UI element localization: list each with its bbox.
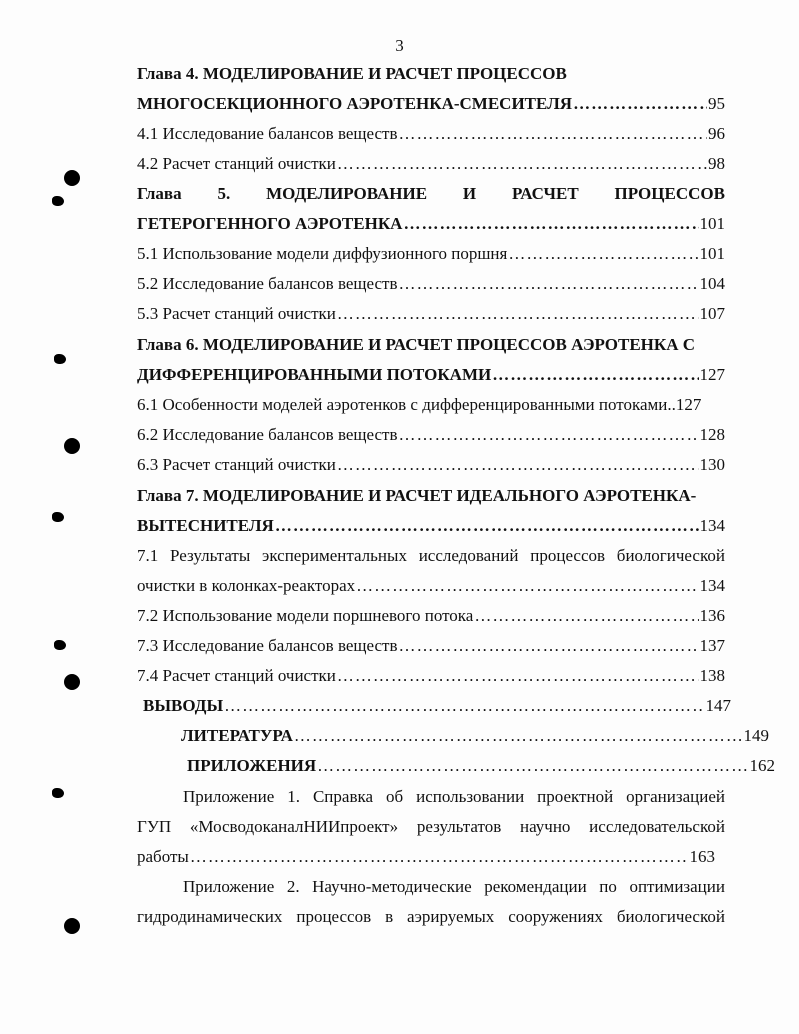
toc-entry[interactable] <box>137 123 725 145</box>
word: рекомендации <box>484 877 587 896</box>
scan-blot <box>54 640 66 650</box>
word: Глава <box>137 184 182 203</box>
leader-dots <box>399 424 699 446</box>
leader-dots <box>399 635 699 657</box>
chapter4-heading: Глава 4. МОДЕЛИРОВАНИЕ И РАСЧЕТ ПРОЦЕССОВ <box>137 64 567 83</box>
leader-dots <box>294 725 743 747</box>
word: биологической <box>616 546 725 565</box>
toc-page: 95 <box>708 94 725 113</box>
toc-page: 162 <box>749 756 775 775</box>
word: аэрируемых <box>407 907 495 926</box>
leader-dots <box>356 575 698 597</box>
toc-entry-appendices[interactable] <box>137 755 775 777</box>
toc-title: ГЕТЕРОГЕННОГО АЭРОТЕНКА <box>137 214 403 233</box>
toc-title: 4.2 Расчет станций очистки <box>137 154 336 173</box>
word: об <box>386 787 404 806</box>
toc-entry[interactable] <box>137 424 725 446</box>
chapter6-entry[interactable] <box>137 364 725 386</box>
word: Приложение <box>183 787 275 806</box>
appendix1-line1[interactable] <box>137 786 725 808</box>
word: Справка <box>312 787 374 806</box>
toc-entry-literature[interactable] <box>137 725 769 747</box>
word: И <box>462 184 477 203</box>
word: ПРОЦЕССОВ <box>614 184 725 203</box>
binder-hole <box>64 674 80 690</box>
scan-blot <box>54 354 66 364</box>
toc-page: 136 <box>699 606 725 625</box>
leader-dots <box>399 273 699 295</box>
toc-entry[interactable] <box>137 454 725 476</box>
toc-title: 6.2 Исследование балансов веществ <box>137 425 398 444</box>
word: организацией <box>626 787 725 806</box>
leader-dots <box>337 153 707 175</box>
leader-dots <box>508 243 698 265</box>
chapter6-heading: Глава 6. МОДЕЛИРОВАНИЕ И РАСЧЕТ ПРОЦЕССОВ АЭРОТЕНКА С <box>137 335 696 354</box>
toc-title: ДИФФЕРЕНЦИРОВАННЫМИ ПОТОКАМИ <box>137 365 492 384</box>
toc-page: 127 <box>699 365 725 384</box>
chapter5-heading <box>137 183 725 205</box>
leader-dots <box>337 665 699 687</box>
toc-page: 138 <box>699 666 725 685</box>
scan-blot <box>52 512 64 522</box>
appendix1-line3[interactable] <box>137 846 715 868</box>
word: «МосводоканалНИИпроект» <box>189 817 399 836</box>
toc-entry-7-1-line2[interactable] <box>137 575 725 597</box>
binder-hole <box>64 918 80 934</box>
toc-page: 128 <box>699 425 725 444</box>
toc-page: 98 <box>708 154 725 173</box>
binder-hole <box>64 438 80 454</box>
word: в <box>385 907 394 926</box>
word: Результаты <box>170 546 251 565</box>
toc-page: 104 <box>699 274 725 293</box>
word: Научно-методические <box>312 877 472 896</box>
toc-title: 7.4 Расчет станций очистки <box>137 666 336 685</box>
toc-page: 101 <box>699 214 725 233</box>
toc-page: 107 <box>699 304 725 323</box>
word: оптимизации <box>629 877 725 896</box>
toc-entry[interactable] <box>137 635 725 657</box>
appendix1-line2[interactable] <box>137 816 725 838</box>
toc-title: 4.1 Исследование балансов веществ <box>137 124 398 143</box>
word: 2. <box>286 877 300 896</box>
toc-title: 5.2 Исследование балансов веществ <box>137 274 398 293</box>
leader-dots <box>573 93 707 115</box>
toc-entry[interactable] <box>137 273 725 295</box>
page-number: 3 <box>395 36 404 55</box>
toc-title: 6.3 Расчет станций очистки <box>137 455 336 474</box>
toc-page: 163 <box>689 847 715 866</box>
leader-dots <box>399 123 708 145</box>
toc-page: 149 <box>743 726 769 745</box>
word: РАСЧЕТ <box>512 184 579 203</box>
word: исследовательской <box>589 817 725 836</box>
toc-page: 134 <box>699 576 725 595</box>
leader-dots <box>224 695 704 717</box>
word: 5. <box>217 184 231 203</box>
toc-page: 101 <box>699 244 725 263</box>
scan-blot <box>52 788 64 798</box>
leader-dots <box>403 213 698 235</box>
word: сооружениях <box>508 907 603 926</box>
toc-entry[interactable] <box>137 153 725 175</box>
leader-dots <box>275 515 699 537</box>
word: 7.1 <box>137 546 159 565</box>
appendix2-line1[interactable] <box>137 876 725 898</box>
word: процессов <box>530 546 606 565</box>
word: экспериментальных <box>262 546 407 565</box>
leader-dots <box>492 364 698 386</box>
toc-page: 96 <box>708 124 725 143</box>
toc-title: 5.3 Расчет станций очистки <box>137 304 336 323</box>
word: биологической <box>616 907 725 926</box>
chapter7-entry[interactable] <box>137 515 725 537</box>
toc-title: ПРИЛОЖЕНИЯ <box>187 756 317 775</box>
word: результатов <box>416 817 502 836</box>
word: научно <box>520 817 571 836</box>
toc-entry-7-1-line1[interactable] <box>137 545 725 567</box>
word: МОДЕЛИРОВАНИЕ <box>266 184 428 203</box>
binder-hole <box>64 170 80 186</box>
word: использовании <box>416 787 525 806</box>
word: проектной <box>537 787 614 806</box>
toc-page: 137 <box>699 636 725 655</box>
toc-title: очистки в колонках-реакторах <box>137 576 356 595</box>
toc-entry[interactable] <box>137 394 725 416</box>
toc-page: 130 <box>699 455 725 474</box>
toc-entry[interactable] <box>137 605 725 627</box>
chapter7-heading: Глава 7. МОДЕЛИРОВАНИЕ И РАСЧЕТ ИДЕАЛЬНОГО АЭРОТЕНКА- <box>137 486 697 505</box>
leader-dots <box>190 846 689 868</box>
toc-title: ВЫТЕСНИТЕЛЯ <box>137 516 274 535</box>
word: 1. <box>287 787 300 806</box>
toc-title: МНОГОСЕКЦИОННОГО АЭРОТЕНКА-СМЕСИТЕЛЯ <box>137 94 573 113</box>
chapter4-entry[interactable] <box>137 93 725 115</box>
toc-title: работы <box>137 847 189 866</box>
leader-dots <box>337 454 699 476</box>
toc-title: ВЫВОДЫ <box>143 696 224 715</box>
toc-page: 134 <box>699 516 725 535</box>
word: исследований <box>418 546 519 565</box>
toc-title: ЛИТЕРАТУРА <box>181 726 293 745</box>
toc-entry-conclusions[interactable] <box>137 695 731 717</box>
toc-title: 7.2 Использование модели поршневого потока <box>137 606 474 625</box>
word: ГУП <box>137 817 172 836</box>
toc-title: 5.1 Использование модели диффузионного поршня <box>137 244 508 263</box>
scan-blot <box>52 196 64 206</box>
word: по <box>599 877 617 896</box>
toc-entry[interactable] <box>137 303 725 325</box>
appendix2-line2[interactable] <box>137 906 725 928</box>
toc-title: 6.1 Особенности моделей аэротенков с дифференцированными потоками.. <box>137 395 676 414</box>
toc-entry[interactable] <box>137 243 725 265</box>
word: процессов <box>296 907 372 926</box>
leader-dots <box>337 303 699 325</box>
word: гидродинамических <box>137 907 283 926</box>
toc-page: 127 <box>675 395 702 414</box>
toc-entry[interactable] <box>137 665 725 687</box>
toc-page: 147 <box>705 696 731 715</box>
leader-dots <box>317 755 748 777</box>
leader-dots <box>474 605 698 627</box>
chapter5-entry[interactable] <box>137 213 725 235</box>
toc-title: 7.3 Исследование балансов веществ <box>137 636 398 655</box>
word: Приложение <box>183 877 275 896</box>
